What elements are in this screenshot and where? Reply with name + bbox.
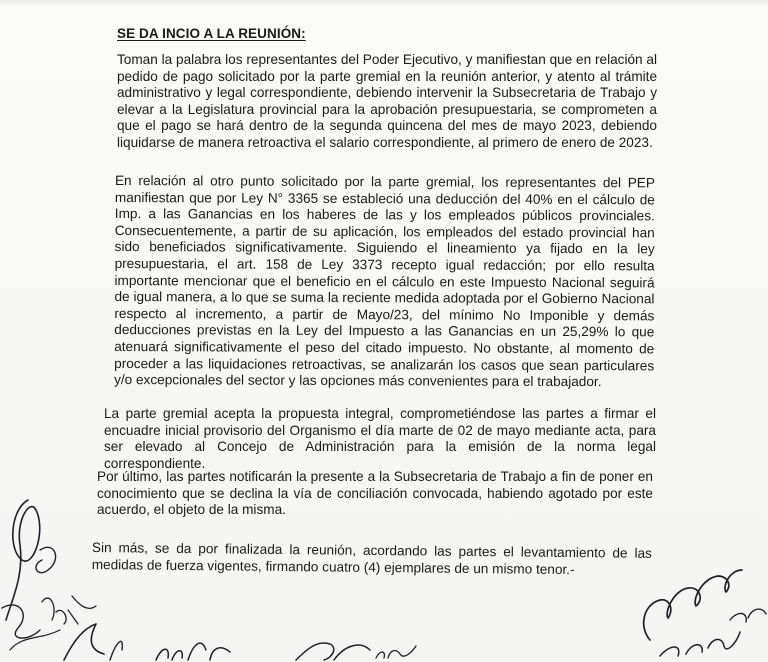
section-heading: SE DA INCIO A LA REUNIÓN: xyxy=(117,26,306,41)
paragraph-closing: Sin más, se da por finalizada la reunión, acordando las partes el levantamiento de las medidas de fuerza vigentes, firmando cuatro (4) ejemplares de un mismo tenor.- xyxy=(91,540,652,577)
paragraph-notification: Por último, las partes notificarán la presente a la Subsecretaria de Trabajo a fin de poner en conocimiento que se declina la vía de conciliación convocada, habiendo agotado por este acuerdo, el objeto de la misma. xyxy=(97,469,653,518)
paragraph-union-acceptance: La parte gremial acepta la propuesta integral, comprometiéndose las partes a firmar el encuadre inicial provisorio del Organismo el día marte de 02 de mayo mediante acta, para ser elevado al Concejo de Administración para la emisión de la norma legal correspondiente. xyxy=(104,406,656,471)
page-edge-shadow xyxy=(0,0,768,6)
paragraph-payment: Toman la palabra los representantes del Poder Ejecutivo, y manifiestan que en relación al pedido de pago solicitado por la parte gremial en la reunión anterior, y atento al trámite administrativo y legal correspondiente, debiendo intervenir la Subsecretaria de Trabajo y elevar a la Legislatura provincial para la aprobación presupuestaria, se comprometen a que el pago se hará dentro de la segunda quincena del mes de mayo 2023, debiendo liquidarse de manera retroactiva el salario correspondiente, al primero de enero de 2023. xyxy=(117,52,657,150)
handwritten-signature-bottom-right xyxy=(630,560,768,662)
handwritten-signature-bottom-left xyxy=(60,620,260,662)
paragraph-income-tax: En relación al otro punto solicitado por la parte gremial, los representantes del PEP manifiestan que por Ley N° 3365 se estableció una deducción del 40% en el cálculo de Imp. a las Ganancias en los haberes de las y los empleados públicos provinciales. Consecuentemente, a partir de su aplicación, los empleados del estado provincial han sido beneficiados significativamente. Siguiendo el lineamiento ya fijado en la ley presupuestaria, el art. 158 de Ley 3373 recepto igual redacción; por ello resulta importante mencionar que el beneficio en el cálculo en este Impuesto Nacional seguirá de igual manera, a lo que se suma la reciente medida adoptada por el Gobierno Nacional respecto al incremento, a partir de Mayo/23, del mínimo No Imponible y demás deducciones previstas en la Ley del Impuesto a las Ganancias en un 25,29% lo que atenuará significativamente el peso del citado impuesto. No obstante, al momento de proceder a las liquidaciones retroactivas, se analizarán los casos que sean particulares y/o excepcionales del sector y las opciones más convenientes para el trabajador. xyxy=(114,173,655,390)
handwritten-signature-bottom-center xyxy=(290,630,420,662)
